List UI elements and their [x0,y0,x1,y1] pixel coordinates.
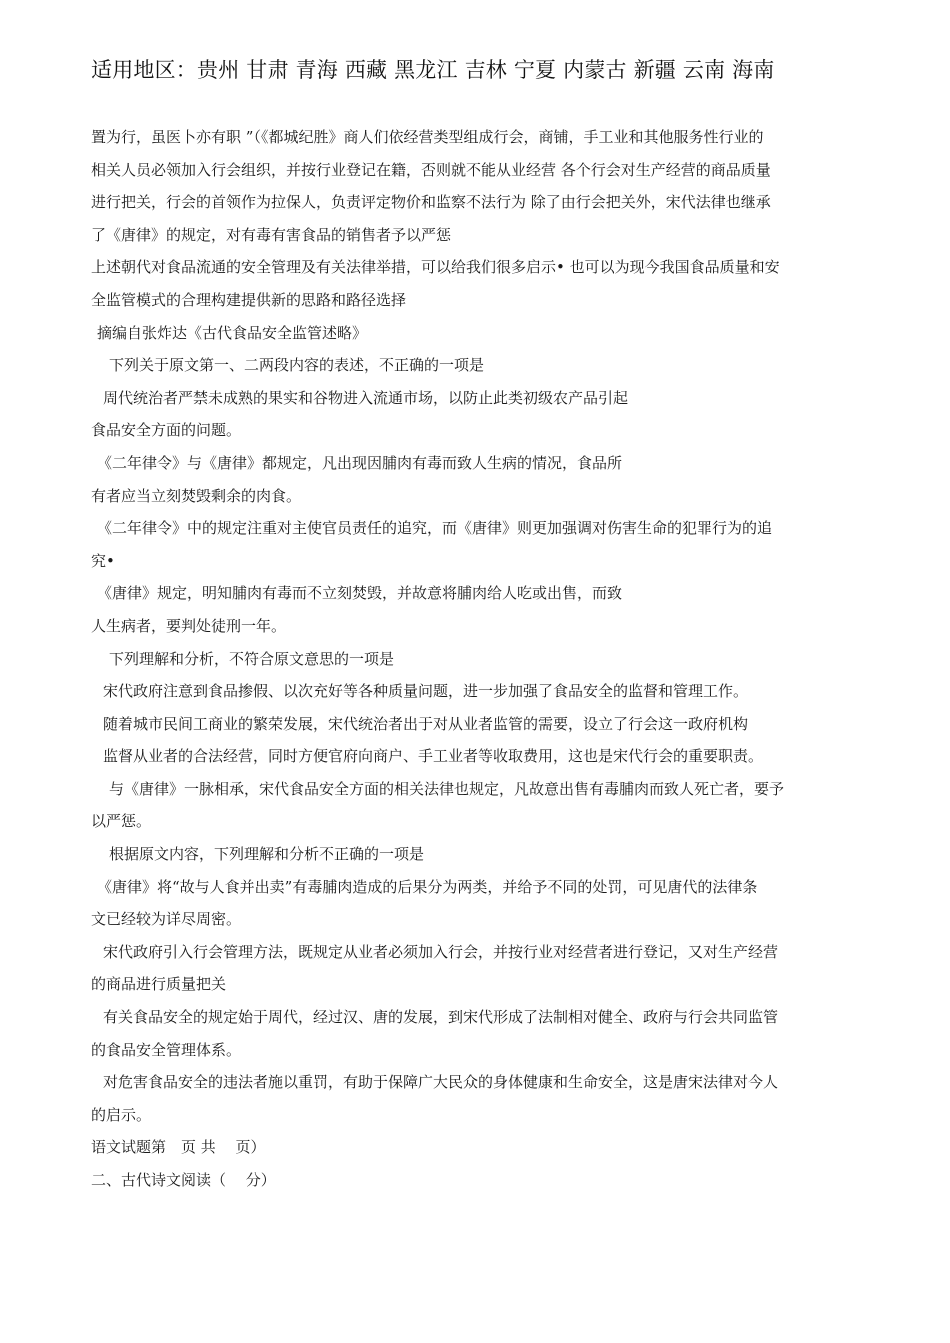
option-line: 随着城市民间工商业的繁荣发展，宋代统治者出于对从业者监管的需要，设立了行会这一政府机构 [103,714,749,733]
page-footer: 语文试题第 页 共 页） [91,1138,266,1157]
option-line: 的启示。 [91,1105,152,1124]
question-stem: 下列理解和分析，不符合原文意思的一项是 [109,649,395,668]
option-line: 监督从业者的合法经营，同时方便官府向商户、手工业者等收取费用，这也是宋代行会的重要职责。 [103,747,764,766]
region-list: 贵州 甘肃 青海 西藏 黑龙江 吉林 宁夏 内蒙古 新疆 云南 海南 [197,58,775,82]
section-heading: 二、古代诗文阅读（ 分） [91,1171,276,1189]
option-line: 《二年律令》中的规定注重对主使官员责任的追究，而《唐律》则更加强调对伤害生命的犯罪行为的追 [97,519,773,538]
option-line: 有关食品安全的规定始于周代，经过汉、唐的发展，到宋代形成了法制相对健全、政府与行会共同监管 [103,1008,779,1027]
source-citation: 摘编自张炸达《古代食品安全监管述略》 [97,323,368,342]
option-line: 食品安全方面的问题。 [91,421,242,440]
region-header [91,54,775,84]
text-line: 上述朝代对食品流通的安全管理及有关法律举措，可以给我们很多启示• 也可以为现今我国食品质量和安 [91,258,780,277]
text-line: 进行把关，行会的首领作为拉保人，负责评定物价和监察不法行为 除了由行会把关外，宋代法律也继承 [91,193,771,212]
option-line: 宋代政府注意到食品掺假、以次充好等各种质量问题，进一步加强了食品安全的监督和管理工作。 [103,682,749,701]
text-line: 全监管模式的合理构建提供新的思路和路径选择 [91,290,407,309]
text-line: 相关人员必领加入行会组织，并按行业登记在籍，否则就不能从业经营 各个行会对生产经营的商品质量 [91,160,771,179]
option-line: 与《唐律》一脉相承，宋代食品安全方面的相关法律也规定，凡故意出售有毒脯肉而致人死亡者，要予 [109,779,785,798]
option-line: 的食品安全管理体系。 [91,1040,242,1059]
option-line: 宋代政府引入行会管理方法，既规定从业者必须加入行会，并按行业对经营者进行登记，又对生产经营 [103,942,779,961]
option-line: 对危害食品安全的违法者施以重罚，有助于保障广大民众的身体健康和生命安全，这是唐宋法律对今人 [103,1073,779,1092]
option-line: 以严惩。 [91,812,152,831]
question-stem: 根据原文内容，下列理解和分析不正确的一项是 [109,845,425,864]
text-line: 了《唐律》的规定，对有毒有害食品的销售者予以严惩 [91,225,452,244]
option-line: 文已经较为详尽周密。 [91,910,242,929]
option-line: 《唐律》规定，明知脯肉有毒而不立刻焚毁，并故意将脯肉给人吃或出售，而致 [97,584,623,603]
option-line: 人生病者，要判处徒刑一年。 [91,616,287,635]
option-line: 究• [91,551,115,570]
option-line: 《唐律》将“故与人食并出卖”有毒脯肉造成的后果分为两类，并给予不同的处罚，可见唐代的法律条 [97,877,758,896]
option-line: 周代统治者严禁未成熟的果实和谷物进入流通市场，以防止此类初级农产品引起 [103,388,629,407]
option-line: 有者应当立刻焚毁剩余的肉食。 [91,486,302,505]
document-body [91,121,861,1197]
text-line: 置为行，虽医卜亦有职 ”（《都城纪胜》商人们依经营类型组成行会，商铺，手工业和其他服务性行业的 [91,128,764,146]
region-label: 适用地区： [91,58,197,82]
option-line: 《二年律令》与《唐律》都规定，凡出现因脯肉有毒而致人生病的情况，食品所 [97,453,623,472]
option-line: 的商品进行质量把关 [91,975,227,994]
question-stem: 下列关于原文第一、二两段内容的表述，不正确的一项是 [109,356,485,375]
